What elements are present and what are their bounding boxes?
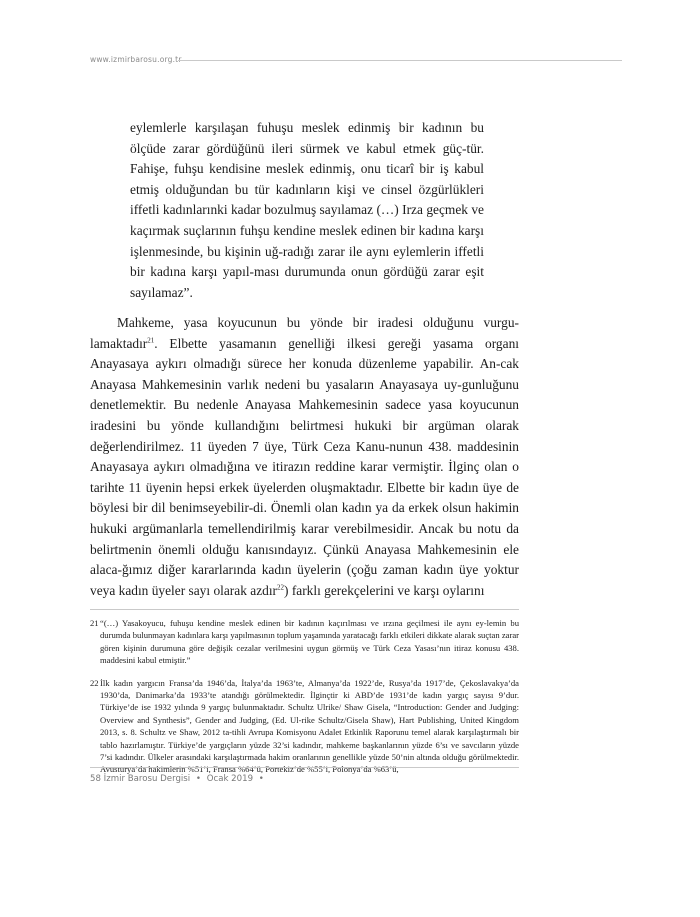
page-footer	[90, 774, 267, 784]
footnote-number: 21	[90, 618, 99, 628]
footer-bullet: •	[258, 774, 264, 784]
footnotes	[90, 617, 519, 776]
header-url: www.izmirbarosu.org.tr	[90, 55, 182, 64]
body-text	[90, 313, 519, 601]
footnote-rule	[90, 609, 519, 610]
footnote-22	[90, 677, 519, 776]
footnote-21	[90, 617, 519, 667]
header-rule	[178, 60, 622, 61]
body-part-2: . Elbette yasamanın genelliği ilkesi gereği yasama organı Anayasaya aykırı olmadığı sürece her konuda düzenleme yapabilir. An-cak Anayasa Mahkemesinin varlık nedeni bu yasaların Anayasaya uy-gunluğunu denetlemektir. Bu nedenle Anayasa Mahkemesinin sadece yasa koyucunun iradesini bu yönde kullandığını belirtmesi hukuki bir argüman olarak değerlendirilmez. 11 üyeden 7 üye, Türk Ceza Kanu-nunun 438. maddesinin Anayasaya aykırı olmadığına ve itirazın reddine karar vermiştir. İlginç olan o tarihte 11 üyenin hepsi erkek üyelerden oluşmaktadır. Elbette bir kadın üye de böylesi bir dil benimseyebilir-di. Önemli olan kadın ya da erkek olsun hakimin hukuki argümanlarla temellendirilmiş karar verebilmesidir. Ancak bu notu da belirtmenin önemli olduğu kanısındayız. Çünkü Anayasa Mahkemesinin ele alaca-ğımız diğer kararlarında kadın üyelerin (çoğu zaman kadın üye yoktur veya kadın üyeler sayı olarak azdır	[90, 335, 519, 598]
footnote-text: İlk kadın yargıcın Fransa’da 1946’da, İtalya’da 1963’te, Almanya’da 1922’de, Rusya’da 1917’de, Çekoslavakya’da 1930’da, Danimarka’da 1933’te atandığı görülmektedir. İlginçtir ki ABD’de 1931’de kadın yargıç sayısı 9’dur. Türkiye’de ise 1932 yılında 9 yargıç bulunmaktadır. Schultz Ulrike/ Shaw Gisela, “Introduction: Gender and Judging: Overview and Synthesis”, Gender and Judging, (Ed. Ul-rike Schultz/Gisela Shaw), Hart Publishing, United Kingdom 2013, s. 8. Schultz ve Shaw, 2012 ta-tihli Avrupa Komisyonu Adalet Etkinlik Raporunu temel alarak karşılaştırmalı bir tablo hazırlamıştır. Türkiye’de yargıçların yüzde 32’si kadındır, mahkeme başkanlarının yüzde 6’sı ve savcıların yüzde 7’si kadındır. Ülkeler arasındaki karşılaştırmada hakim oranlarının genellikle yüzde 50’nin altında olduğu görülmektedir. Avusturya’da hakimlerin %51’i, Fransa %64’ü, Portekiz’de %55’i, Polonya’da %63’ü,	[100, 677, 519, 775]
footnote-text: “(…) Yasakoyucu, fuhuşu kendine meslek edinen bir kadının kaçırılması ve ırzına geçilmesi ile aynı ey-lemin bu durumda bulunmayan kadınlara karşı yapılmasının toplum yaşamında yaratacağı farklı etkileri dikkate alarak suçtan zarar gören kişinin durumuna göre değişik cezalar verilmesini uygun görmüş ve Türk Ceza Yasası’nın itiraz konusu 438. maddesini kabul etmiştir.”	[100, 618, 519, 666]
body-part-1: Mahkeme, yasa koyucunun bu yönde bir iradesi olduğunu vurgu-lamaktadır	[90, 315, 519, 351]
footnote-ref-22: 22	[277, 583, 285, 592]
footnote-ref-21: 21	[147, 336, 155, 345]
journal-title: İzmir Barosu Dergisi	[103, 774, 191, 784]
footnote-number: 22	[90, 677, 99, 688]
page-number: 58	[90, 774, 101, 784]
footer-rule	[90, 767, 519, 768]
block-quote: eylemlerle karşılaşan fuhuşu meslek edinmiş bir kadının bu ölçüde zarar gördüğünü ileri sürmek ve kabul etmek güç-tür. Fahişe, fuhşu kendisine meslek edinmiş, onu ticarî bir iş kabul etmiş olduğundan bu tür kadınların kişi ve cinsel özgürlükleri iffetli kadınlarınki kadar bozulmuş sayılamaz (…) Irza geçmek ve kaçırmak suçlarının fuhşu kendine meslek edinen bir kadına karşı işlenmesinde, bu kişinin uğ-radığı zarar ile aynı eylemlerin iffetli bir kadına karşı yapıl-ması durumunda onun gördüğü zarar eşit sayılamaz”.	[130, 120, 484, 300]
journal-issue: Ocak 2019	[206, 774, 254, 784]
body-part-3: ) farklı gerekçelerini ve karşı oylarını	[284, 582, 485, 598]
body-paragraph	[90, 313, 519, 601]
footer-bullet: •	[195, 774, 201, 784]
